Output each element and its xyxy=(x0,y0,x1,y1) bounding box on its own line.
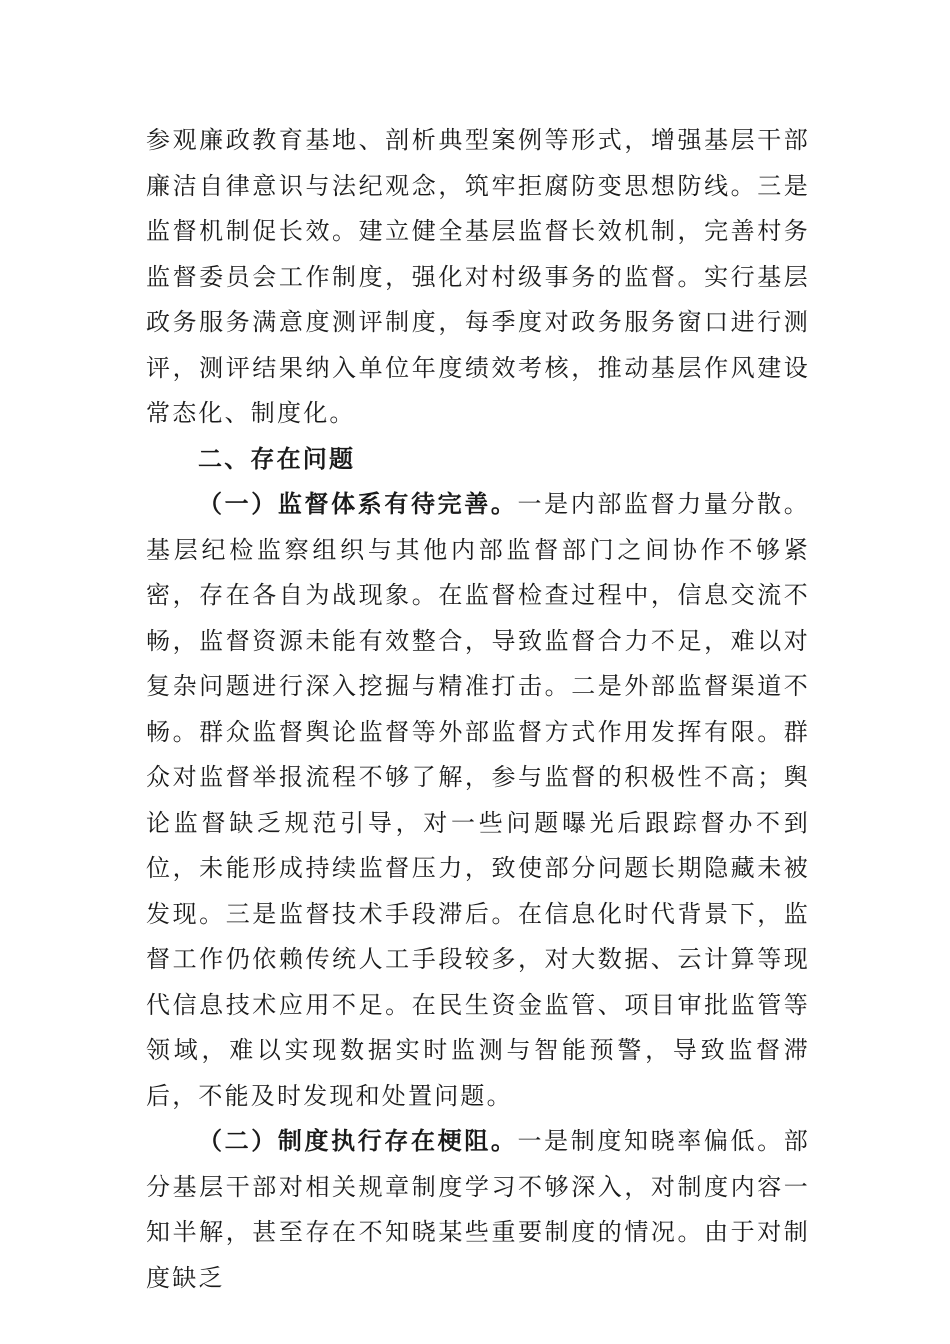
subsection-1 xyxy=(146,482,810,1119)
paragraph-continued: 参观廉政教育基地、剖析典型案例等形式，增强基层干部廉洁自律意识与法纪观念，筑牢拒腐防变思想防线。三是监督机制促长效。建立健全基层监督长效机制，完善村务监督委员会工作制度，强化对村级事务的监督。实行基层政务服务满意度测评制度，每季度对政务服务窗口进行测评，测评结果纳入单位年度绩效考核，推动基层作风建设常态化、制度化。 xyxy=(146,126,810,427)
subsection-1-body: 一是内部监督力量分散。基层纪检监察组织与其他内部监督部门之间协作不够紧密，存在各自为战现象。在监督检查过程中，信息交流不畅，监督资源未能有效整合，导致监督合力不足，难以对复杂问题进行深入挖掘与精准打击。二是外部监督渠道不畅。群众监督舆论监督等外部监督方式作用发挥有限。群众对监督举报流程不够了解，参与监督的积极性不高；舆论监督缺乏规范引导，对一些问题曝光后跟踪督办不到位，未能形成持续监督压力，致使部分问题长期隐藏未被发现。三是监督技术手段滞后。在信息化时代背景下，监督工作仍依赖传统人工手段较多，对大数据、云计算等现代信息技术应用不足。在民生资金监管、项目审批监管等领域，难以实现数据实时监测与智能预警，导致监督滞后，不能及时发现和处置问题。 xyxy=(146,490,810,1110)
subsection-1-title: （一）监督体系有待完善。 xyxy=(198,490,518,518)
subsection-2-title: （二）制度执行存在梗阻。 xyxy=(198,1127,518,1155)
document-page xyxy=(146,118,810,1301)
subsection-2-body: 一是制度知晓率偏低。部分基层干部对相关规章制度学习不够深入，对制度内容一知半解，甚至存在不知晓某些重要制度的情况。由于对制度缺乏 xyxy=(146,1127,810,1292)
subsection-2 xyxy=(146,1119,810,1301)
section-heading: 二、存在问题 xyxy=(198,444,356,473)
